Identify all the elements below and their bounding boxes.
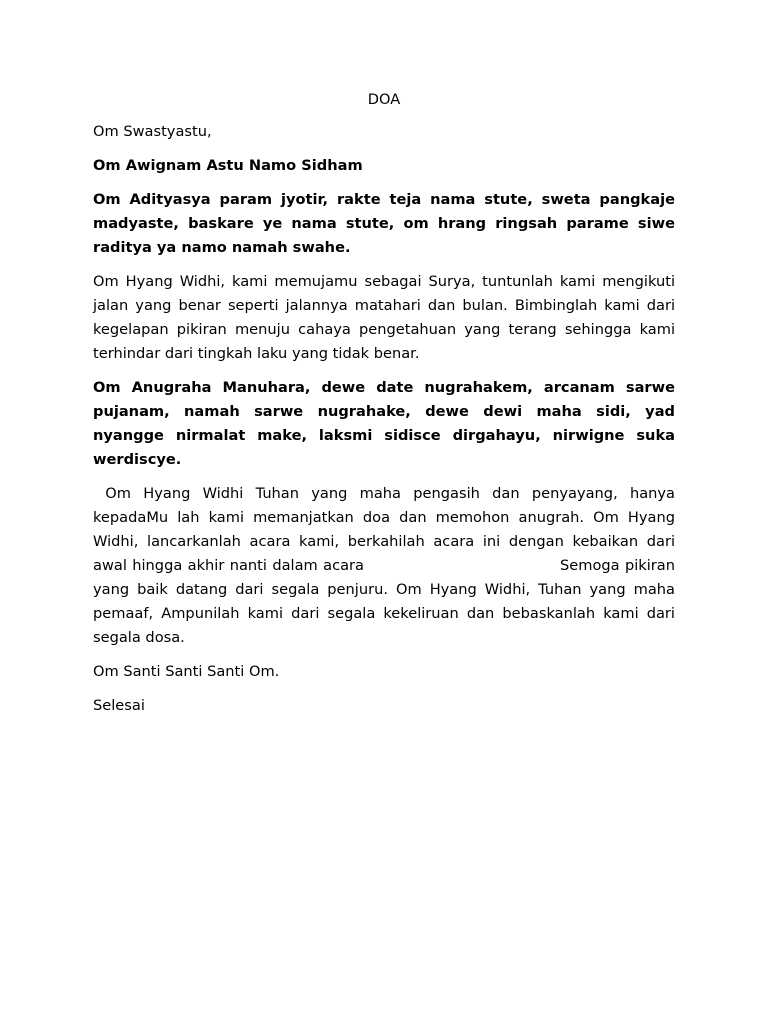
anugraha-translation-part2: Semoga pikiran yang baik datang dari segala penjuru. Om Hyang Widhi, Tuhan yang maha pemaaf, Ampunilah kami dari segala kekeliruan dan bebaskanlah kami dari segala dosa. bbox=[93, 557, 675, 646]
document-title: DOA bbox=[367, 91, 401, 108]
anugraha-translation bbox=[93, 482, 675, 650]
opening-mantra: Om Awignam Astu Namo Sidham bbox=[93, 157, 363, 174]
surya-mantra: Om Adityasya param jyotir, rakte teja nama stute, sweta pangkaje madyaste, baskare ye nama stute, om hrang ringsah parame siwe raditya ya namo namah swahe. bbox=[93, 191, 675, 256]
closing-mantra: Om Santi Santi Santi Om. bbox=[93, 663, 280, 680]
document-body bbox=[93, 88, 675, 728]
anugraha-translation-part1: Om Hyang Widhi Tuhan yang maha pengasih dan penyayang, hanya kepadaMu lah kami memanjatkan doa dan memohon anugrah. Om Hyang Widhi, lancarkanlah acara kami, berkahilah acara ini dengan kebaikan dari awal hingga akhir nanti dalam acara bbox=[93, 485, 676, 574]
greeting: Om Swastyastu, bbox=[93, 123, 212, 140]
surya-translation: Om Hyang Widhi, kami memujamu sebagai Surya, tuntunlah kami mengikuti jalan yang benar seperti jalannya matahari dan bulan. Bimbinglah kami dari kegelapan pikiran menuju cahaya pengetahuan yang terang sehingga kami terhindar dari tingkah laku yang tidak benar. bbox=[93, 273, 675, 362]
end-note: Selesai bbox=[93, 697, 145, 714]
anugraha-mantra: Om Anugraha Manuhara, dewe date nugrahakem, arcanam sarwe pujanam, namah sarwe nugrahake, dewe dewi maha sidi, yad nyangge nirmalat make, laksmi sidisce dirgahayu, nirwigne suka werdiscye. bbox=[93, 379, 675, 468]
